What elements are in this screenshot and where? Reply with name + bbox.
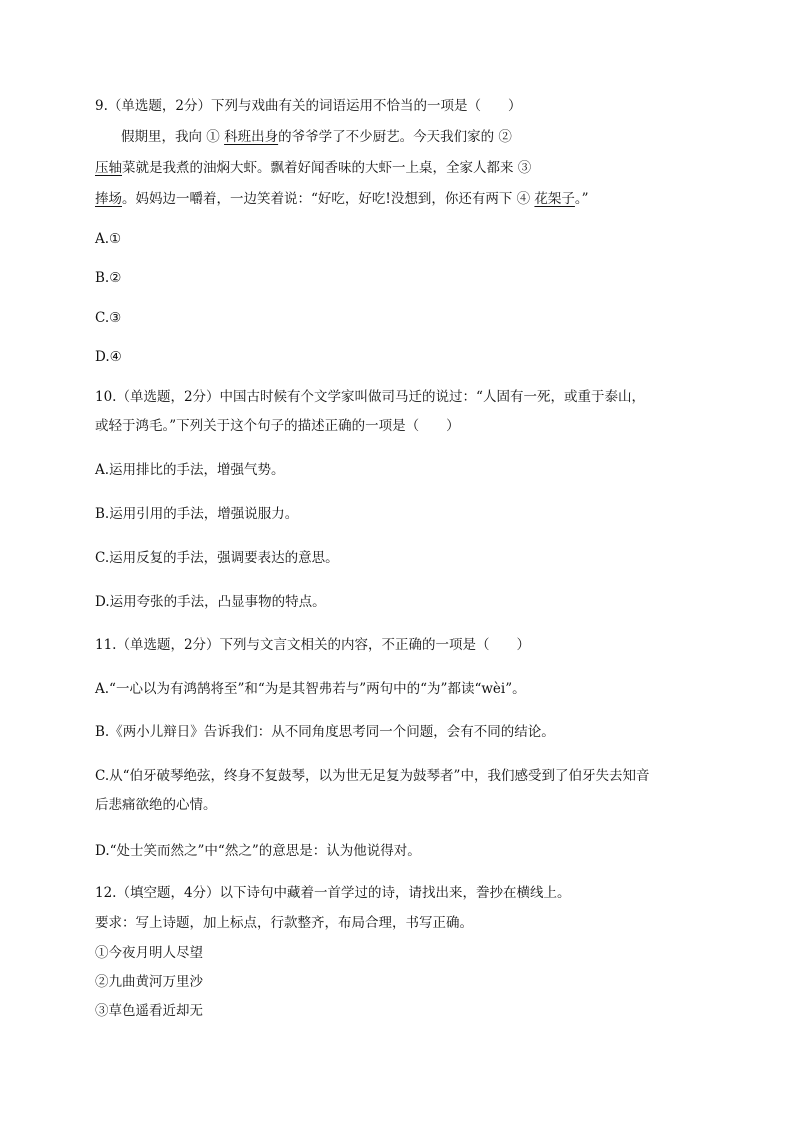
q11-option-d[interactable]: D.“处士笑而然之”中“然之”的意思是：认为他说得对。 bbox=[95, 843, 421, 859]
underlined-word-4: 花架子 bbox=[534, 191, 575, 207]
q9-option-b[interactable]: B.② bbox=[95, 270, 122, 286]
q12-poem-line-3: ③草色遥看近却无 bbox=[95, 1003, 203, 1019]
marker-2: ② bbox=[498, 129, 512, 145]
marker-1: ① bbox=[206, 129, 220, 145]
q9-passage-line-1 bbox=[121, 127, 512, 147]
underlined-word-1: 科班出身 bbox=[224, 129, 279, 145]
q9-option-c[interactable]: C.③ bbox=[95, 310, 122, 326]
q10-option-b[interactable]: B.运用引用的手法，增强说服力。 bbox=[95, 506, 299, 522]
q11-option-c-line-1[interactable]: C.从“伯牙破琴绝弦，终身不复鼓琴，以为世无足复为鼓琴者”中，我们感受到了伯牙失去知音 bbox=[95, 768, 650, 784]
q9-option-a[interactable]: A.① bbox=[95, 231, 122, 247]
q11-stem: 11.（单选题，2分）下列与文言文相关的内容，不正确的一项是（ ） bbox=[95, 637, 531, 653]
q10-option-d[interactable]: D.运用夸张的手法，凸显事物的特点。 bbox=[95, 594, 326, 610]
q12-poem-line-1: ①今夜月明人尽望 bbox=[95, 945, 203, 961]
q12-requirement: 要求：写上诗题，加上标点，行款整齐，布局合理，书写正确。 bbox=[95, 915, 473, 931]
q9-stem: 9.（单选题，2分）下列与戏曲有关的词语运用不恰当的一项是（ ） bbox=[95, 98, 522, 114]
q9-passage-text: 。” bbox=[574, 191, 589, 207]
marker-3: ③ bbox=[517, 160, 532, 176]
q11-option-c-line-2[interactable]: 后悲痛欲绝的心情。 bbox=[95, 797, 217, 813]
q10-stem-line-2: 或轻于鸿毛。”下列关于这个句子的描述正确的一项是（ ） bbox=[95, 418, 460, 434]
q12-stem: 12.（填空题，4分）以下诗句中藏着一首学过的诗，请找出来，誊抄在横线上。 bbox=[95, 885, 571, 901]
q11-option-b[interactable]: B.《两小儿辩日》告诉我们：从不同角度思考同一个问题，会有不同的结论。 bbox=[95, 724, 555, 740]
q9-passage-line-3 bbox=[95, 189, 589, 209]
q9-option-d[interactable]: D.④ bbox=[95, 349, 122, 365]
q9-passage-text: 的爷爷学了不少厨艺。今天我们家的 bbox=[278, 129, 499, 145]
q11-option-a[interactable]: A.“一心以为有鸿鹄将至”和“为是其智弗若与”两句中的“为”都读“wèi”。 bbox=[95, 681, 526, 697]
q10-option-a[interactable]: A.运用排比的手法，增强气势。 bbox=[95, 462, 285, 478]
q10-stem-line-1: 10.（单选题，2分）中国古时候有个文学家叫做司马迁的说过：“人固有一死，或重于泰山， bbox=[95, 389, 645, 405]
marker-4: ④ bbox=[516, 191, 531, 207]
q9-passage-line-2 bbox=[95, 158, 531, 178]
underlined-word-3: 捧场 bbox=[95, 191, 122, 207]
q9-passage-text: 。妈妈边一嚼着，一边笑着说：“好吃，好吃!没想到，你还有两下 bbox=[122, 191, 517, 207]
q9-passage-text: 菜就是我煮的油焖大虾。飘着好闻香味的大虾一上桌，全家人都来 bbox=[122, 160, 518, 176]
q10-option-c[interactable]: C.运用反复的手法，强调要表达的意思。 bbox=[95, 550, 339, 566]
underlined-word-2: 压轴 bbox=[95, 160, 122, 176]
q12-poem-line-2: ②九曲黄河万里沙 bbox=[95, 974, 203, 990]
q9-passage-text: 假期里，我向 bbox=[121, 129, 207, 145]
